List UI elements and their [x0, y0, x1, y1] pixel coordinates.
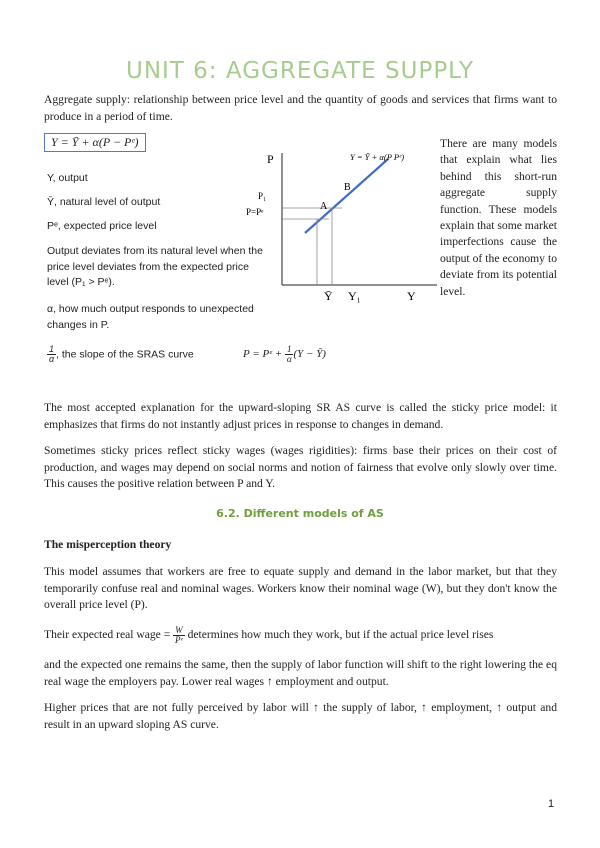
def-pe: Pᵉ, expected price level — [47, 220, 157, 232]
sras-curve — [305, 159, 388, 233]
point-a-label: A — [320, 201, 328, 212]
ybar-label: Ȳ — [324, 289, 333, 303]
misperception-paragraph-2: and the expected one remains the same, then the supply of labor function will shift to the right lowering the eq real wage the employers pay. Lower real wages ↑ employment and output. — [44, 658, 557, 688]
p1-label: P₁ — [258, 191, 267, 201]
page-number: 1 — [548, 798, 555, 810]
wage-fraction: $\frac{W}{\text{Pᵉ}}$ — [174, 625, 183, 645]
point-b-label: B — [344, 182, 351, 193]
misperception-heading: The misperception theory — [44, 538, 172, 551]
side-paragraph: There are many models that explain what lies behind this short-run aggregate supply function. These models explain that some market imperfections cause the output of the economy to deviate from its potential level. — [440, 137, 557, 298]
misperception-paragraph-3: Higher prices that are not fully perceived by labor will ↑ the supply of labor, ↑ employment, ↑ output and result in an upward sloping AS curve. — [44, 701, 557, 731]
y1-label: Y₁ — [348, 289, 361, 303]
as-formula-box: Y = Ȳ + α(P − Pᵉ) — [44, 133, 146, 152]
sticky-wages-paragraph: Sometimes sticky prices reflect sticky wages (wages rigidities): firms base their prices on their cost of production, and wages may depend on social norms and notion of fairness that evolve only slowly over time. This causes the positive relation between P and Y. — [44, 444, 557, 490]
curve-label: Y = Ȳ + α(P Pᵉ) — [350, 152, 405, 162]
def-y: Y, output — [47, 172, 88, 184]
section-heading: 6.2. Different models of AS — [216, 507, 384, 520]
sras-graph — [246, 145, 440, 305]
sticky-price-paragraph: The most accepted explanation for the upward-sloping SR AS curve is called the sticky price model: it emphasizes that firms do not instantly adjust prices in response to changes in demand. — [44, 401, 557, 431]
slope-fraction: $\frac{1}{\alpha}$ — [48, 344, 55, 364]
def-alpha: α, how much output responds to unexpected changes in P. — [47, 303, 254, 331]
def-slope: $\frac{1}{\alpha}$ , the slope of the SRAS curve — [48, 344, 194, 364]
inverse-formula: P = Pᵉ + $\frac{1}{\alpha}$ (Y − Ȳ) — [243, 344, 326, 364]
p-pe-label: P=Pᵉ — [246, 207, 264, 217]
intro-paragraph: Aggregate supply: relationship between price level and the quantity of goods and services that firms want to produce in a period of time. — [44, 93, 557, 123]
expected-wage-line: Their expected real wage = $\frac{W}{\text{Pᵉ}}$ determines how much they work, but if the actual price level rises — [44, 625, 494, 645]
def-ybar: Ȳ, natural level of output — [47, 196, 161, 208]
page-title: UNIT 6: AGGREGATE SUPPLY — [125, 58, 474, 84]
misperception-paragraph-1: This model assumes that workers are free to equate supply and demand in the labor market, but that they temporarily confuse real and nominal wages. Workers know their nominal wage (W), but they don't know the overall price level (P). — [44, 565, 557, 611]
p-axis-label: P — [267, 152, 274, 166]
def-deviation: Output deviates from its natural level when the price level deviates from the expected price level (P₁ > Pᵉ). — [47, 245, 263, 288]
y-axis-label: Y — [407, 289, 416, 303]
